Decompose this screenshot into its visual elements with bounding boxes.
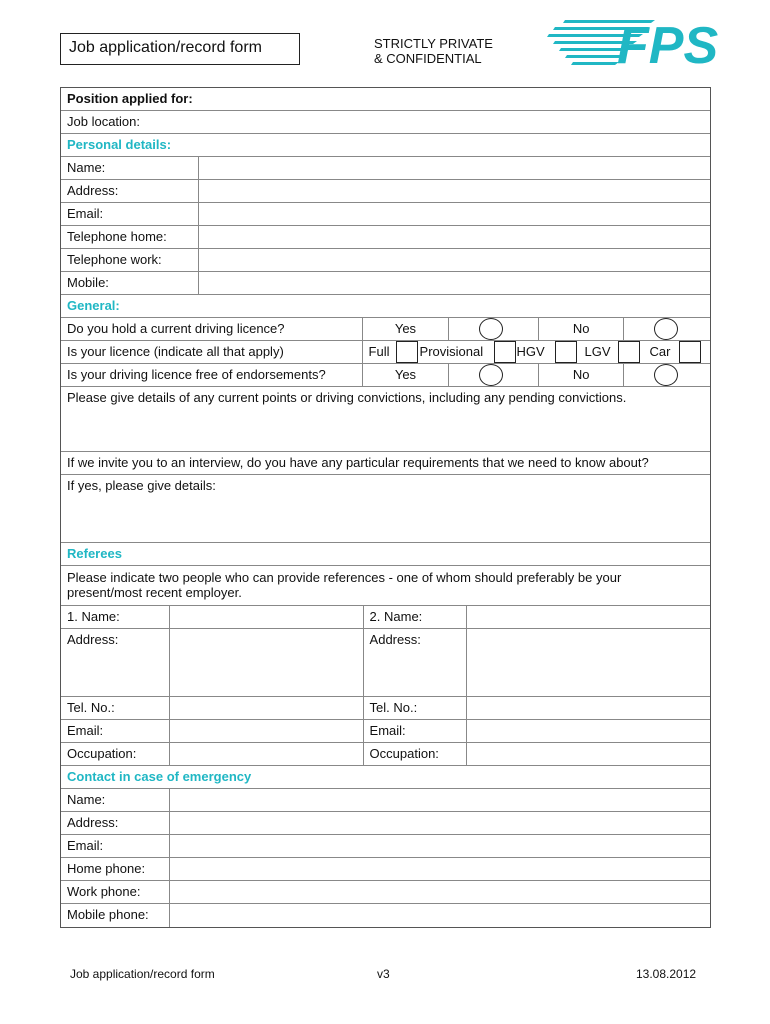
row-ref-address: [61, 629, 710, 697]
name-label: Name:: [67, 160, 106, 175]
footer-version: v3: [377, 967, 390, 981]
emergency-heading: Contact in case of emergency: [67, 769, 252, 784]
em-name-label: Name:: [67, 792, 106, 807]
application-form: [60, 87, 711, 928]
row-endorsements: [61, 364, 710, 387]
email-field[interactable]: [198, 203, 710, 225]
row-ref-name: [61, 606, 710, 629]
confidentiality-notice: [374, 36, 493, 66]
row-address: [61, 180, 710, 203]
tel-work-label: Telephone work:: [67, 252, 162, 267]
provisional-checkbox[interactable]: [494, 341, 516, 363]
row-referees-instructions: [61, 566, 710, 606]
ref2-email-field[interactable]: [466, 720, 710, 742]
name-field[interactable]: [198, 157, 710, 179]
licence-type-question: Is your licence (indicate all that apply): [67, 344, 284, 359]
row-em-mobile-phone: [61, 904, 710, 927]
interview-question: If we invite you to an interview, do you have any particular requirements that we need to know about?: [67, 455, 649, 470]
em-home-phone-label: Home phone:: [67, 861, 146, 876]
em-email-label: Email:: [67, 838, 104, 853]
row-email: [61, 203, 710, 226]
ref1-tel-label: Tel. No.:: [67, 700, 115, 715]
licence-no-label: No: [538, 318, 623, 340]
row-interview: [61, 452, 710, 475]
car-checkbox[interactable]: [679, 341, 701, 363]
row-name: [61, 157, 710, 180]
endorse-no-radio[interactable]: [654, 364, 678, 386]
endorse-no-label: No: [538, 364, 623, 386]
ref1-email-field[interactable]: [169, 720, 363, 742]
row-tel-home: [61, 226, 710, 249]
em-address-field[interactable]: [169, 812, 710, 834]
address-field[interactable]: [198, 180, 710, 202]
full-label: Full: [368, 344, 390, 359]
logo-text: FPS: [617, 17, 719, 69]
row-mobile: [61, 272, 710, 295]
referees-instructions: [61, 566, 710, 605]
tel-work-field[interactable]: [198, 249, 710, 271]
row-licence-type: [61, 341, 710, 364]
em-email-field[interactable]: [169, 835, 710, 857]
row-personal-heading: [61, 134, 710, 157]
ref2-address-field[interactable]: [466, 629, 710, 696]
address-label: Address:: [67, 183, 119, 198]
endorsements-question: Is your driving licence free of endorsements?: [67, 367, 326, 382]
ref2-name-field[interactable]: [466, 606, 710, 628]
personal-heading: Personal details:: [67, 137, 172, 152]
em-work-phone-label: Work phone:: [67, 884, 141, 899]
row-licence: [61, 318, 710, 341]
row-em-email: [61, 835, 710, 858]
ref1-address-label: Address:: [67, 632, 119, 647]
row-em-work-phone: [61, 881, 710, 904]
em-mobile-phone-field[interactable]: [169, 904, 710, 927]
row-em-address: [61, 812, 710, 835]
em-name-field[interactable]: [169, 789, 710, 811]
row-tel-work: [61, 249, 710, 272]
ref2-name-label: 2. Name:: [363, 606, 467, 628]
fps-logo: [545, 17, 755, 69]
ref1-name-label: 1. Name:: [67, 609, 120, 624]
ref1-occupation-label: Occupation:: [67, 746, 137, 761]
row-points[interactable]: [61, 387, 710, 452]
endorse-yes-radio[interactable]: [479, 364, 503, 386]
licence-yes-label: Yes: [362, 318, 449, 340]
general-heading: General:: [67, 298, 120, 313]
confidential-line-1: STRICTLY PRIVATE: [374, 36, 493, 51]
ref2-occupation-label: Occupation:: [363, 743, 467, 765]
row-general-heading: [61, 295, 710, 318]
full-checkbox[interactable]: [396, 341, 418, 363]
ref2-address-label: Address:: [363, 629, 467, 696]
tel-home-field[interactable]: [198, 226, 710, 248]
row-ref-tel: [61, 697, 710, 720]
confidential-line-2: & CONFIDENTIAL: [374, 51, 482, 66]
ref2-tel-label: Tel. No.:: [363, 697, 467, 719]
row-em-home-phone: [61, 858, 710, 881]
form-title: Job application/record form: [60, 33, 300, 65]
ref2-occupation-field[interactable]: [466, 743, 710, 765]
em-work-phone-field[interactable]: [169, 881, 710, 903]
endorse-yes-label: Yes: [362, 364, 449, 386]
row-ref-occupation: [61, 743, 710, 766]
licence-question: Do you hold a current driving licence?: [67, 321, 285, 336]
mobile-field[interactable]: [198, 272, 710, 294]
tel-home-label: Telephone home:: [67, 229, 167, 244]
row-interview-details[interactable]: [61, 475, 710, 543]
position-label: Position applied for:: [67, 91, 193, 106]
referees-instructions-line-2: present/most recent employer.: [67, 585, 242, 600]
footer-date: 13.08.2012: [636, 967, 697, 981]
ref1-name-field[interactable]: [169, 606, 363, 628]
location-label: Job location:: [67, 114, 140, 129]
lgv-label: LGV: [584, 344, 611, 359]
licence-yes-radio[interactable]: [479, 318, 503, 340]
em-home-phone-field[interactable]: [169, 858, 710, 880]
footer-form-name: Job application/record form: [70, 967, 215, 981]
ref1-address-field[interactable]: [169, 629, 363, 696]
row-em-name: [61, 789, 710, 812]
hgv-label: HGV: [516, 344, 545, 359]
row-ref-email: [61, 720, 710, 743]
email-label: Email:: [67, 206, 104, 221]
row-emergency-heading: [61, 766, 710, 789]
ref1-occupation-field[interactable]: [169, 743, 363, 765]
em-address-label: Address:: [67, 815, 119, 830]
interview-details-label: If yes, please give details:: [67, 478, 216, 493]
row-position: [61, 88, 710, 111]
ref1-tel-field[interactable]: [169, 697, 363, 719]
referees-instructions-line-1: Please indicate two people who can provide references - one of whom should preferably be your: [67, 570, 622, 585]
lgv-checkbox[interactable]: [618, 341, 640, 363]
hgv-checkbox[interactable]: [555, 341, 577, 363]
ref1-email-label: Email:: [67, 723, 104, 738]
row-referees-heading: [61, 543, 710, 566]
referees-heading: Referees: [67, 546, 122, 561]
ref2-email-label: Email:: [363, 720, 467, 742]
car-label: Car: [649, 344, 671, 359]
provisional-label: Provisional: [419, 344, 484, 359]
licence-no-radio[interactable]: [654, 318, 678, 340]
points-question: Please give details of any current points or driving convictions, including any pending convictions.: [67, 390, 627, 405]
mobile-label: Mobile:: [67, 275, 109, 290]
ref2-tel-field[interactable]: [466, 697, 710, 719]
row-location: [61, 111, 710, 134]
em-mobile-phone-label: Mobile phone:: [67, 907, 149, 922]
